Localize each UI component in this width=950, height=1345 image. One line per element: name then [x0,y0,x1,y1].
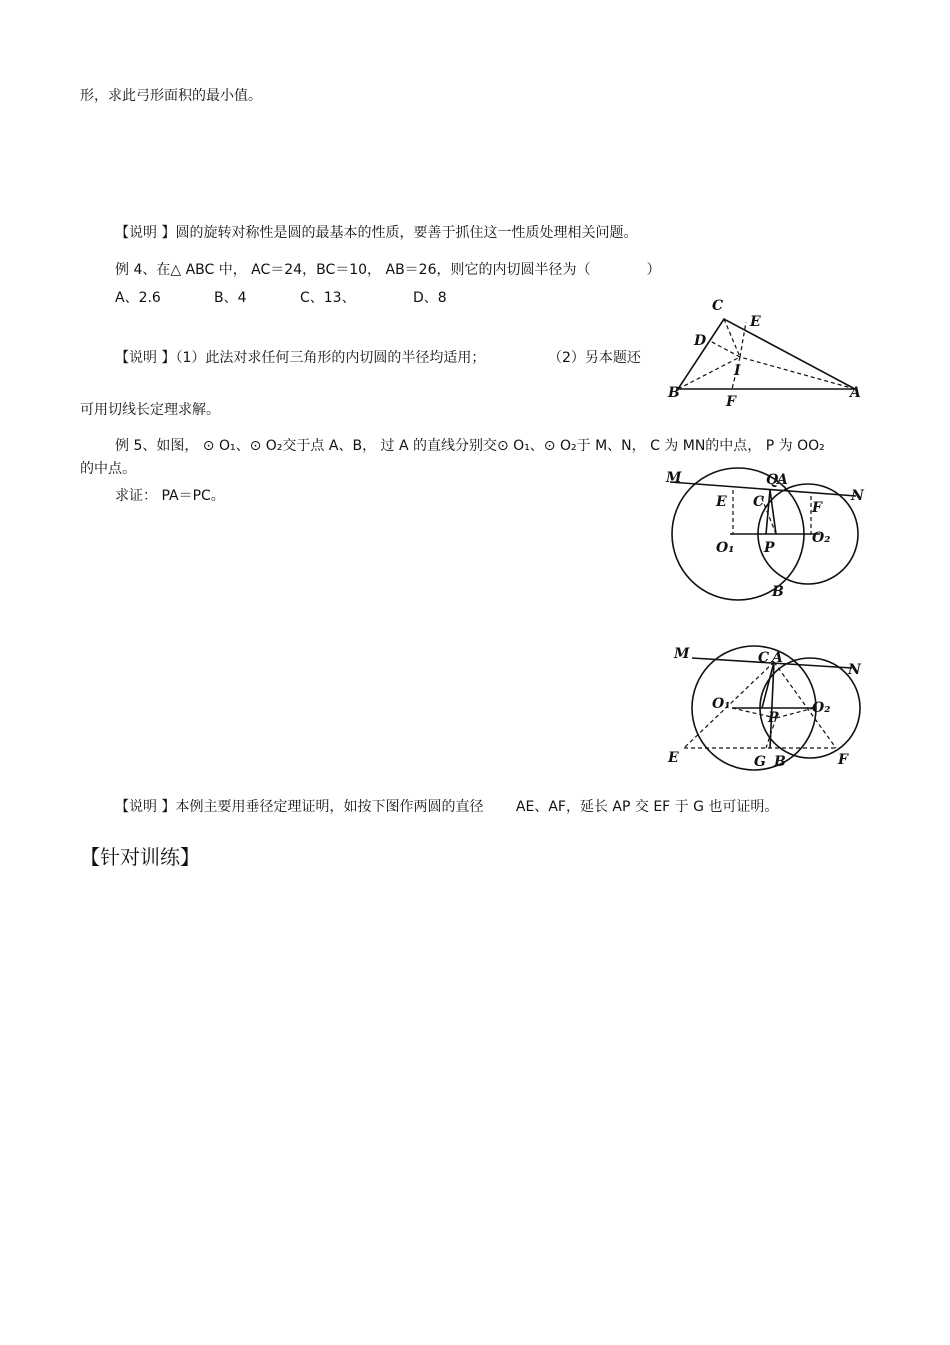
label-b2: B [772,584,784,600]
label-c2: C [753,494,765,510]
label-a2: A [777,472,788,488]
label-b: B [668,385,680,401]
option-a: A、2.6 [115,290,161,306]
example-4-question: 例 4、在△ ABC 中， AC＝24，BC＝10， AB＝26，则它的内切圆半径为（ ） [115,262,661,278]
label-c3: C [758,650,770,666]
label-e3: E [668,750,679,766]
figure-circles-1 [658,462,868,602]
label-a: A [850,385,861,401]
label-o1-3: O₁ [712,696,731,712]
label-n3: N [848,662,861,678]
label-n: N [851,488,864,504]
note-2-part2: （2）另本题还 [548,350,641,366]
label-f2: F [812,500,822,516]
proof-statement: 求证： PA＝PC。 [115,488,225,504]
label-f: F [726,394,736,410]
label-e2: E [716,494,727,510]
figure-triangle [660,295,870,410]
label-o2: O₂ [812,530,831,546]
note-3: 【说明 】本例主要用垂径定理证明，如按下图作两圆的直径 AE、AF，延长 AP 交 EF 于 G 也可证明。 [115,799,779,815]
label-p: P [764,540,775,556]
label-a3: A [772,650,783,666]
example-5-cont: 的中点。 [80,461,136,477]
label-m3: M [674,646,690,662]
label-c: C [712,298,724,314]
label-f3: F [838,752,848,768]
figure-circles-2 [662,640,872,775]
label-g3: G [754,754,766,770]
label-i: I [734,363,741,379]
option-b: B、4 [214,290,247,306]
note-1: 【说明 】圆的旋转对称性是圆的最基本的性质，要善于抓住这一性质处理相关问题。 [115,225,638,241]
text-line-1: 形，求此弓形面积的最小值。 [80,88,262,104]
section-heading: 【针对训练】 [80,845,200,869]
label-o2-3: O₂ [812,700,831,716]
option-c: C、13、 [300,290,356,306]
label-m: M [666,470,682,486]
label-b3: B [774,754,786,770]
note-2-cont: 可用切线长定理求解。 [80,402,220,418]
option-d: D、8 [413,290,447,306]
label-e: E [750,314,761,330]
note-2-part1: 【说明 】（1）此法对求任何三角形的内切圆的半径均适用； [115,350,486,366]
label-q: Q [766,472,779,488]
label-o1: O₁ [716,540,735,556]
label-p3: P [768,710,779,726]
label-d: D [694,333,707,349]
example-5-question: 例 5、如图， ⊙ O₁、⊙ O₂交于点 A、B， 过 A 的直线分别交⊙ O₁、⊙ O₂于 M、N， C 为 MN的中点， P 为 OO₂ [115,438,825,454]
